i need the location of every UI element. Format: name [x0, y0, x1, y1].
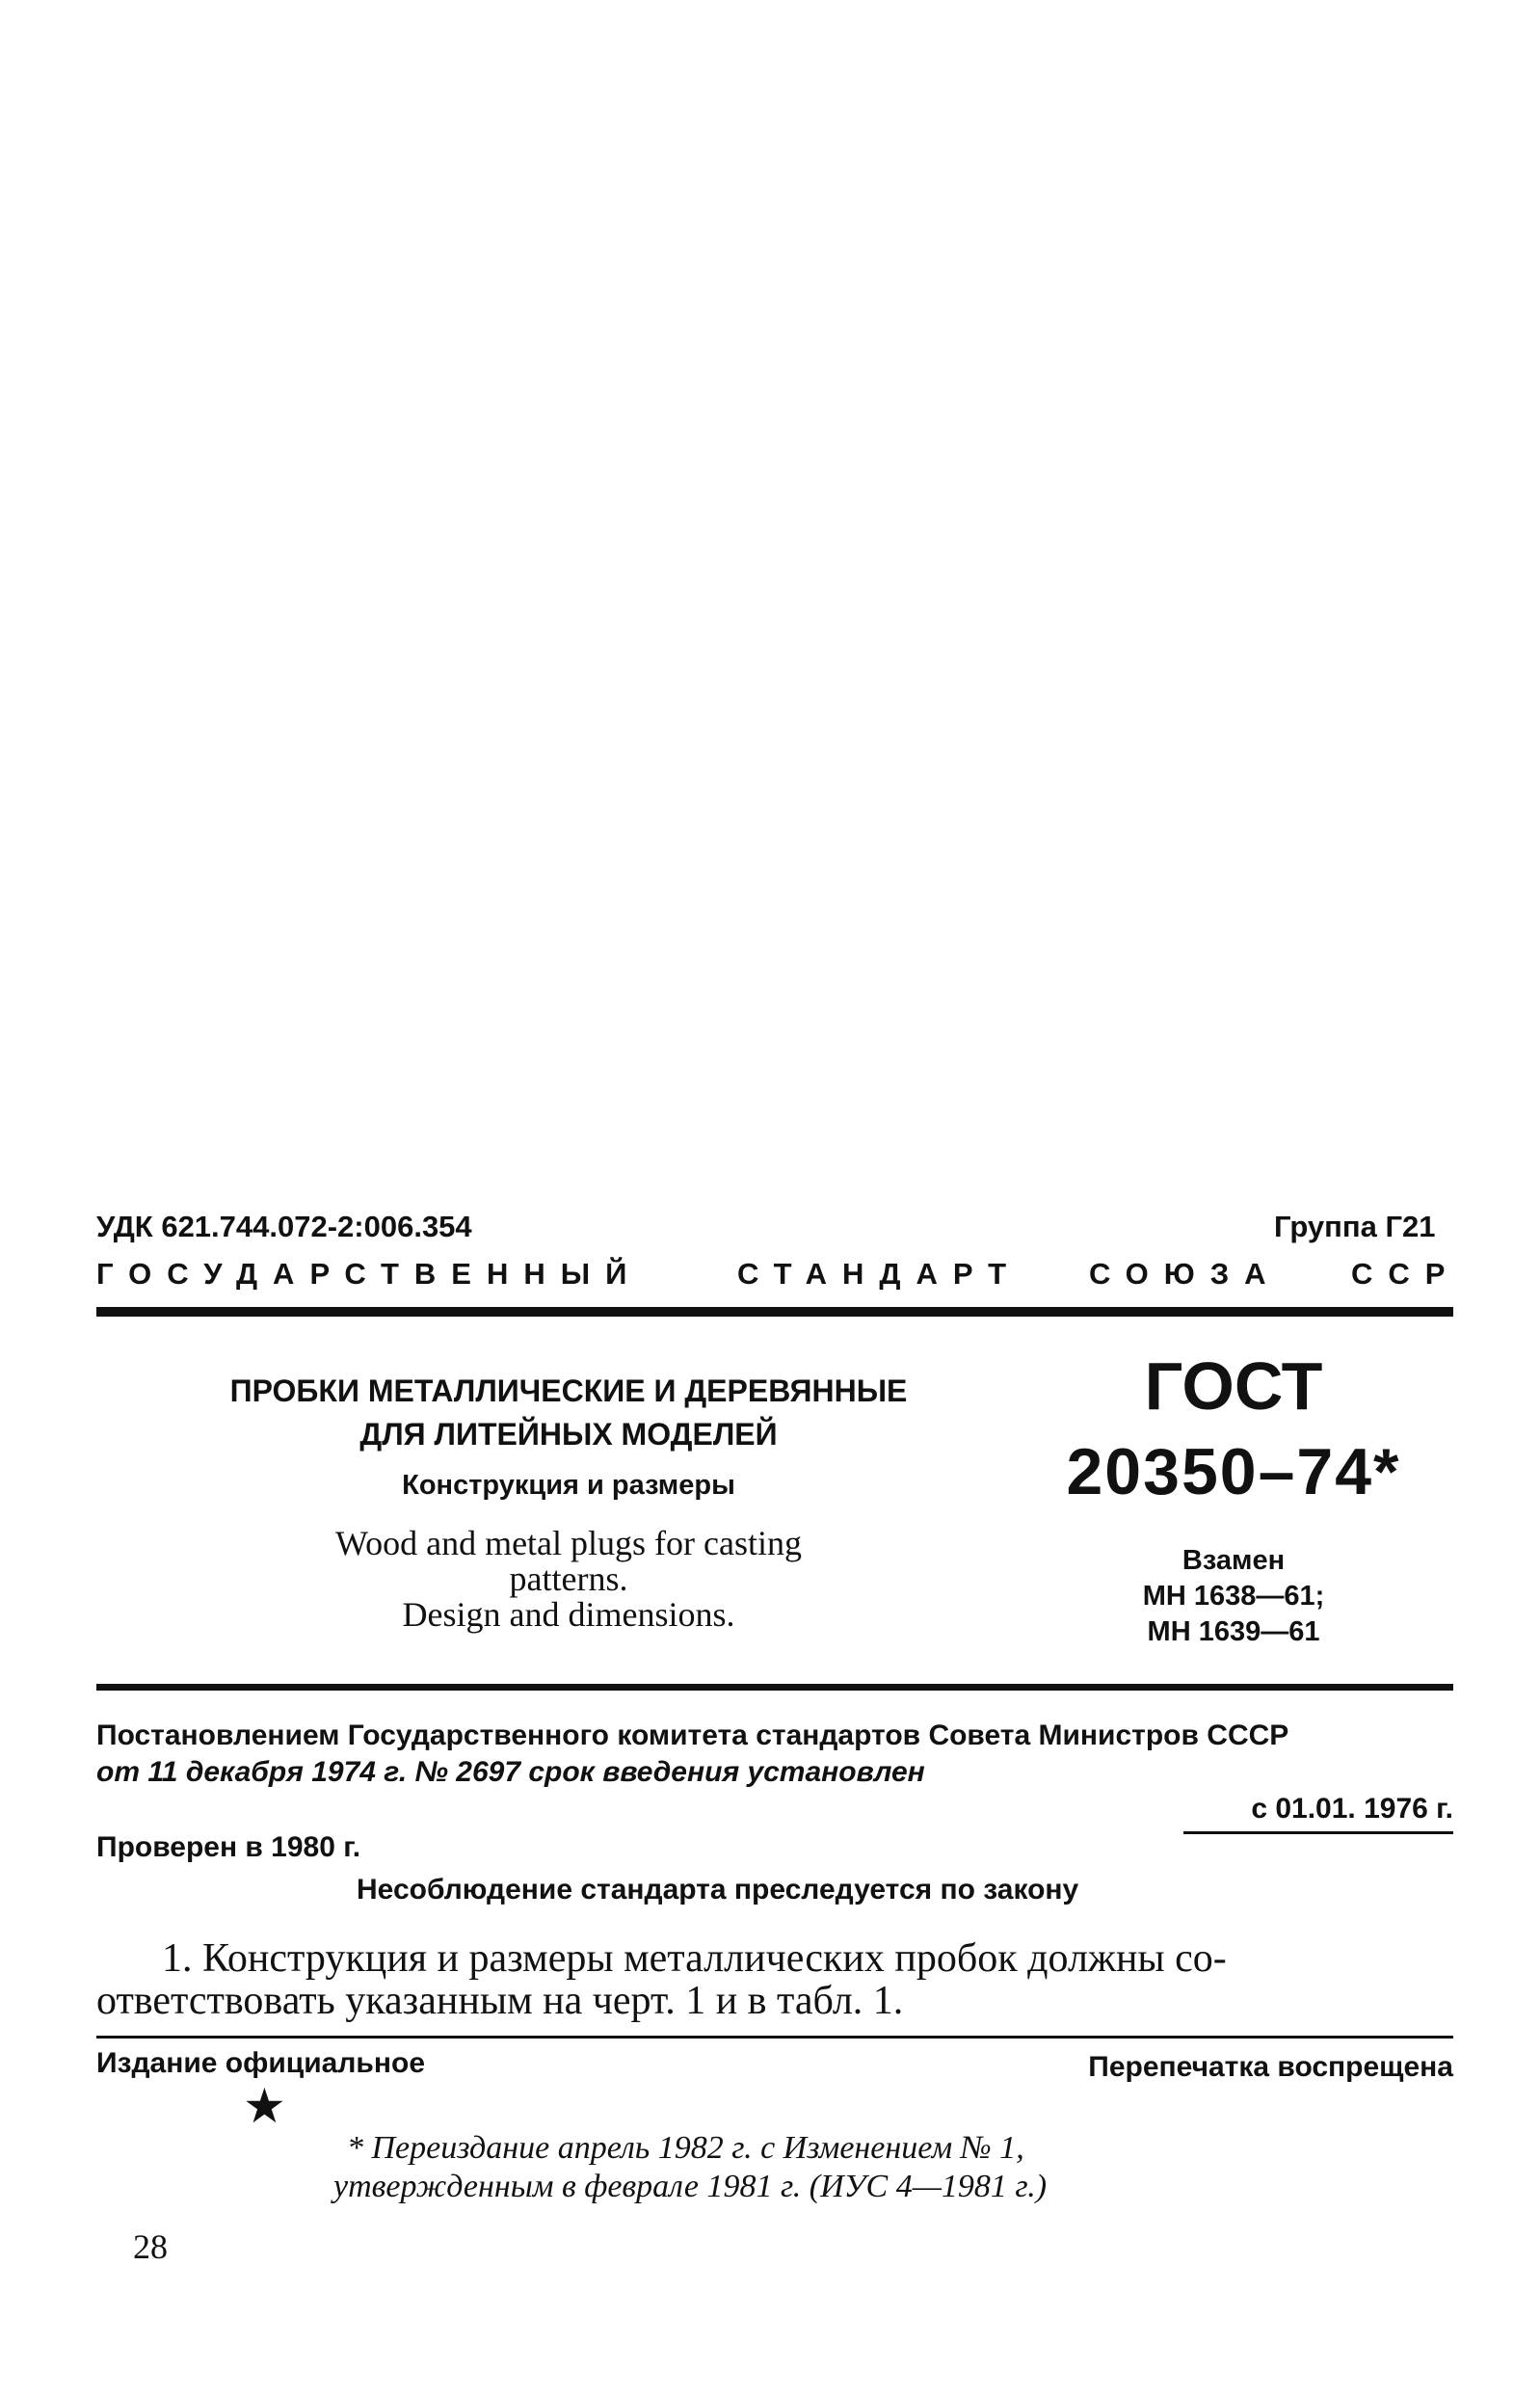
- paragraph-1-line1: 1. Конструкция и размеры металлических пробок должны со-: [162, 1936, 1227, 1981]
- gost-number: 20350–74*: [1066, 1435, 1401, 1508]
- banner-word-state: ГОСУДАРСТВЕННЫЙ: [96, 1257, 643, 1291]
- group-code: Группа Г21: [1274, 1210, 1436, 1243]
- title-ru-line1: ПРОБКИ МЕТАЛЛИЧЕСКИЕ И ДЕРЕВЯННЫЕ: [229, 1373, 908, 1408]
- star-icon: ★: [243, 2079, 286, 2133]
- legal-warning: Несоблюдение стандарта преследуется по закону: [357, 1874, 1079, 1906]
- decree-date: с 01.01. 1976 г.: [1251, 1793, 1453, 1825]
- title-en-line2: patterns.: [509, 1559, 628, 1598]
- banner-word-standard: СТАНДАРТ: [737, 1257, 1022, 1291]
- title-ru-line2: ДЛЯ ЛИТЕЙНЫХ МОДЕЛЕЙ: [359, 1417, 778, 1452]
- official-edition: Издание официальное: [96, 2047, 426, 2079]
- banner-word-union: СОЮЗА: [1089, 1257, 1282, 1291]
- reissue-note-line1: * Переиздание апрель 1982 г. с Изменением № 1,: [347, 2130, 1024, 2166]
- replaces-label: Взамен: [1182, 1545, 1286, 1576]
- replaces-item-1: МН 1638—61;: [1142, 1581, 1325, 1612]
- udc-code: УДК 621.744.072-2:006.354: [96, 1210, 472, 1243]
- decree-date-underline: [1183, 1831, 1453, 1834]
- title-en-line1: Wood and metal plugs for casting: [335, 1524, 802, 1562]
- page-number: 28: [133, 2227, 168, 2266]
- header-rule-thick: [96, 1307, 1453, 1317]
- decree-line1: Постановлением Государственного комитета стандартов Совета Министров СССР: [96, 1719, 1289, 1751]
- paragraph-1-line2: ответствовать указанным на черт. 1 и в табл. 1.: [96, 1979, 904, 2023]
- reissue-note-line2: утвержденным в феврале 1981 г. (ИУС 4—1981 г.): [333, 2169, 1048, 2204]
- checked-year: Проверен в 1980 г.: [96, 1831, 361, 1863]
- title-rule-thick: [96, 1684, 1453, 1691]
- gost-label: ГОСТ: [1144, 1348, 1323, 1424]
- footer-rule: [96, 2036, 1453, 2039]
- banner-word-ussr: ССР: [1351, 1257, 1461, 1291]
- replaces-item-2: МН 1639—61: [1147, 1616, 1320, 1647]
- decree-line2: от 11 декабря 1974 г. № 2697 срок введения установлен: [96, 1756, 925, 1788]
- reprint-prohibited: Перепечатка воспрещена: [1088, 2051, 1453, 2083]
- title-ru-subtitle: Конструкция и размеры: [402, 1470, 735, 1501]
- title-en-line3: Design and dimensions.: [402, 1595, 735, 1634]
